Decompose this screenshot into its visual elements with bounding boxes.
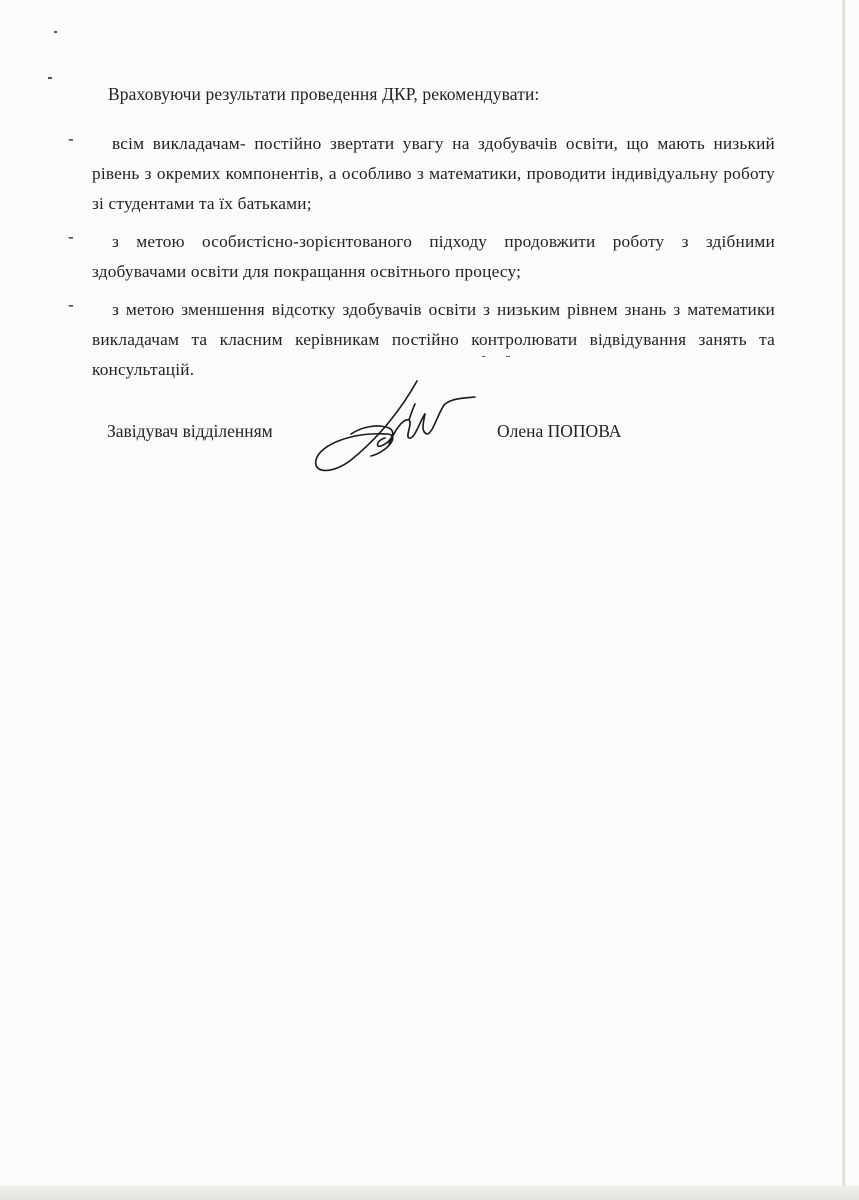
recommendations-list [60,129,775,393]
signatory-position: Завідувач відділенням [107,421,273,441]
list-item [60,129,775,219]
list-marker: - [68,129,74,148]
list-item [60,295,775,385]
recommendation-text: з метою особистісно-зорієнтованого підходу продовжити роботу з здібними здобувачами освіти для покращання освітнього процесу; [92,232,775,281]
recommendation-text: з метою зменшення відсотку здобувачів освіти з низьким рівнем знань з математики викладачам та класним керівникам постійно контролювати відвідування занять та консультацій. [92,300,775,379]
page-edge-right [842,0,845,1200]
list-marker: - [68,227,74,246]
scan-speck [54,31,57,33]
handwritten-signature [305,378,485,478]
list-marker: - [68,295,74,314]
list-item [60,227,775,287]
page-edge-bottom [0,1186,859,1200]
intro-text: Враховуючи результати проведення ДКР, рекомендувати: [108,84,540,104]
recommendation-text: всім викладачам- постійно звертати увагу на здобувачів освіти, що мають низький рівень з окремих компонентів, а особливо з математики, проводити індивідуальну роботу зі студентами та їх батьками; [92,134,775,213]
signatory-name: Олена ПОПОВА [497,421,622,441]
scan-speck [48,77,52,79]
